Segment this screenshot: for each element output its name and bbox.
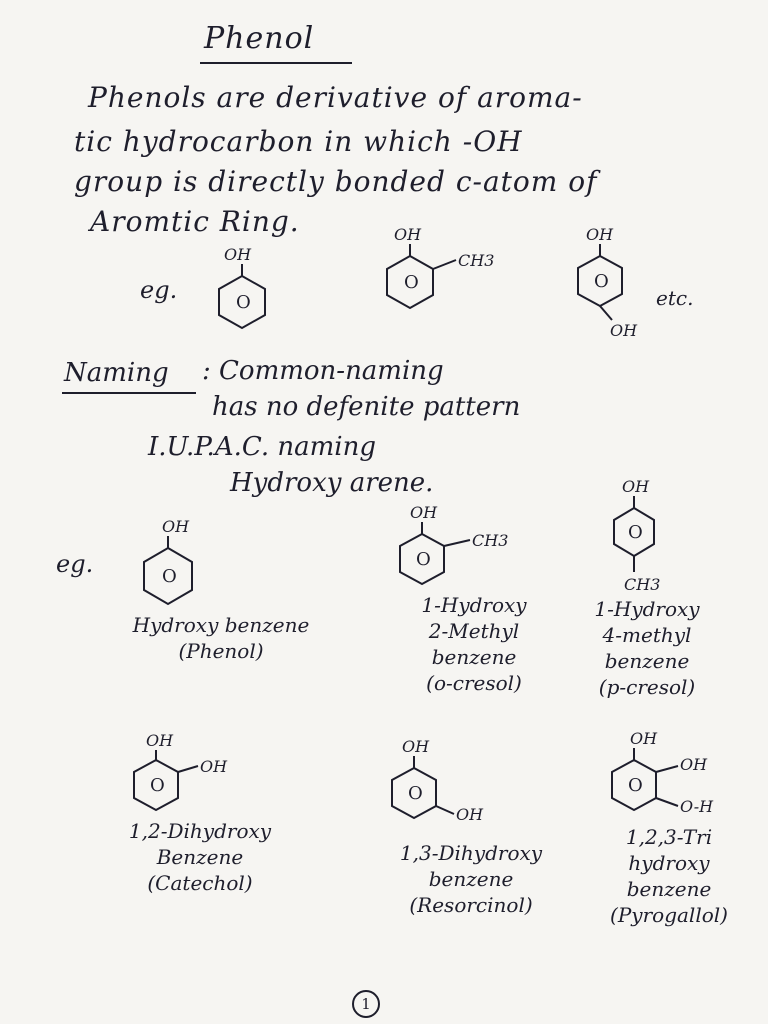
compound-p-cresol-structure xyxy=(602,474,682,602)
compound-name-line: 1,2,3-Tri xyxy=(625,825,713,849)
oh-group-label: OH xyxy=(630,729,658,748)
compound-name-line: benzene xyxy=(428,867,514,891)
compound-o-cresol-structure xyxy=(396,500,546,604)
aromatic-ring-symbol: O xyxy=(416,549,431,570)
compound-name-line: 2-Methyl xyxy=(428,619,520,643)
oh-group-label: OH xyxy=(622,477,650,496)
oh-group-label-bottom: OH xyxy=(610,321,638,340)
compound-name-line: (Resorcinol) xyxy=(409,893,533,917)
compound-pyrogallol-name xyxy=(584,824,754,928)
definition-line-2: tic hydrocarbon in which -OH xyxy=(74,125,523,158)
aromatic-ring-symbol: O xyxy=(628,522,643,543)
title-underline xyxy=(200,62,352,64)
aromatic-ring-symbol: O xyxy=(150,775,165,796)
compound-name-line: (o-cresol) xyxy=(426,671,522,695)
oh-group-label: OH xyxy=(586,225,614,244)
oh-group-label-right: OH xyxy=(200,757,228,776)
compound-o-cresol-name xyxy=(374,592,574,696)
page-title: Phenol xyxy=(204,21,315,56)
compound-name-line: Hydroxy benzene xyxy=(132,613,310,637)
compound-phenol-name xyxy=(96,612,346,664)
compound-resorcinol-structure xyxy=(384,734,524,848)
example-label-1: eg. xyxy=(140,276,178,304)
page-number: 1 xyxy=(352,990,380,1018)
compound-name-line: 1,2-Dihydroxy xyxy=(128,819,272,843)
compound-catechol-structure xyxy=(116,726,256,830)
oh-group-label: OH xyxy=(402,737,430,756)
compound-name-line: 1-Hydroxy xyxy=(421,593,527,617)
aromatic-ring-symbol: O xyxy=(236,292,251,313)
compound-name-line: (Catechol) xyxy=(147,871,253,895)
ch3-group-label: CH3 xyxy=(624,575,661,594)
oh-group-label-meta: OH xyxy=(456,805,484,824)
oh-group-label: OH xyxy=(394,225,422,244)
oh-group-label: OH xyxy=(410,503,438,522)
oh-group-label: OH xyxy=(146,731,174,750)
aromatic-ring-symbol: O xyxy=(162,566,177,587)
compound-name-line: (Phenol) xyxy=(178,639,264,663)
compound-p-cresol-name xyxy=(572,596,722,700)
compound-name-line: Benzene xyxy=(156,845,244,869)
compound-name-line: benzene xyxy=(431,645,517,669)
o-cresol-structure-1 xyxy=(380,224,510,328)
naming-heading: Naming xyxy=(64,358,169,388)
compound-phenol-structure xyxy=(130,516,220,620)
oh-group-label-right: OH xyxy=(680,755,708,774)
naming-underline xyxy=(62,392,196,394)
aromatic-ring-symbol: O xyxy=(628,775,643,796)
naming-line-2: has no defenite pattern xyxy=(212,392,521,422)
definition-line-1: Phenols are derivative of aroma- xyxy=(88,81,583,114)
oh-group-label: OH xyxy=(162,517,190,536)
example-label-2: eg. xyxy=(56,550,94,578)
phenol-structure-1 xyxy=(210,246,300,340)
definition-line-3: group is directly bonded c-atom of xyxy=(74,165,598,198)
ch3-group-label: CH3 xyxy=(472,531,509,550)
naming-line-4: Hydroxy arene. xyxy=(230,468,434,498)
aromatic-ring-symbol: O xyxy=(404,272,419,293)
compound-name-line: benzene xyxy=(604,649,690,673)
definition-line-4: Aromtic Ring. xyxy=(90,205,300,238)
oh-group-label: OH xyxy=(224,245,252,264)
compound-name-line: hydroxy xyxy=(628,851,710,875)
compound-catechol-name xyxy=(80,818,320,896)
aromatic-ring-symbol: O xyxy=(594,271,609,292)
oh-group-label-meta: O-H xyxy=(680,797,714,816)
compound-name-line: 1-Hydroxy xyxy=(594,597,700,621)
compound-name-line: benzene xyxy=(626,877,712,901)
compound-name-line: (Pyrogallol) xyxy=(610,903,728,927)
compound-pyrogallol-structure xyxy=(600,724,750,838)
ch3-group-label: CH3 xyxy=(458,251,495,270)
compound-resorcinol-name xyxy=(366,840,576,918)
aromatic-ring-symbol: O xyxy=(408,783,423,804)
etc-label: etc. xyxy=(656,286,694,310)
naming-line-1: : Common-naming xyxy=(202,356,444,386)
hydroquinone-structure-1 xyxy=(570,224,660,348)
compound-name-line: 1,3-Dihydroxy xyxy=(399,841,543,865)
compound-name-line: (p-cresol) xyxy=(598,675,696,699)
naming-line-3: I.U.P.A.C. naming xyxy=(148,432,376,462)
compound-name-line: 4-methyl xyxy=(602,623,692,647)
